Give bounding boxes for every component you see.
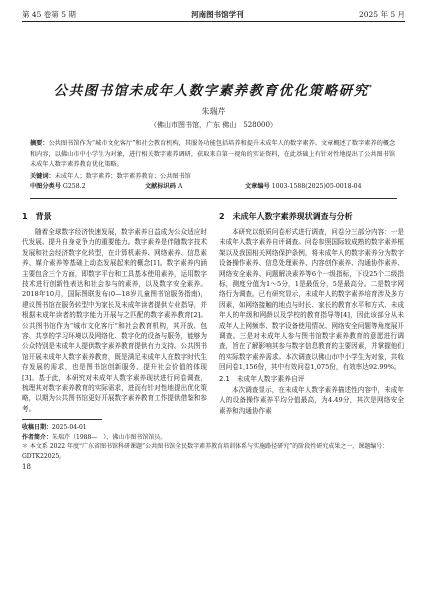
title-text: 公共图书馆未成年人数字素养教育优化策略研究 (53, 83, 369, 99)
section-2-heading: 2 未成年人数字素养现状调查与分析 (219, 211, 353, 221)
running-header (22, 8, 405, 22)
section-2-paragraph: 本研究以纸质问卷形式进行调查，问卷分三部分内容：一是未成年人数字素养自评调查。问卷参照国际较成熟的数字素养框架以及我国相关网络保护条例，将未成年人的数字素养分为数字设备操作素养、信息处理素养、内容创作素养、沟通协作素养、网络安全素养、问题解决素养等6个一级指标，下设25个二级指标，测度分值为1～5分，1是最低分，5是最高分。二是数字网络行为调查。已有研究显示，未成年人的数字素养培育涉及多方因素，如网络接触的地点与时长、家长的教育水平和方式、未成年人的年级和网龄以及学校的教育指导等[4]，因此该部分从未成年人上网频率、数字设备使用情况、网络安全问题等角度展开调查。三是对未成年人参与图书馆数字素养教育的意愿进行调查，旨在了解影响其参与数字信息教育的主要因素，并掌握他们的实际数字素养需求。本次调查以佛山市中小学生为对象，共收回问卷1,156份，其中有效问卷1,075份，有效率达92.99%。 (219, 227, 404, 372)
author-affiliation: （佛山市图书馆，广东 佛山 528000） (150, 121, 277, 129)
footnotes (22, 423, 207, 442)
abstract (22, 139, 405, 171)
author-bio (22, 433, 207, 443)
abstract-divider (30, 198, 397, 199)
doc-code-value: A (177, 182, 183, 190)
clc-number (30, 182, 145, 192)
document-code (145, 182, 245, 192)
fund-footnote: ＊ 本文系 2022 年度“广东省图书馆科研课题”公共图书馆全民数字素养教育培训体系与实施路径研究”的阶段性研究成果之一，课题编号：GDTK22025。 (22, 443, 389, 460)
article-title (22, 79, 405, 99)
page-number: 18 (22, 463, 31, 472)
volume-issue: 第 45 卷第 5 期 (22, 10, 76, 19)
keywords (22, 172, 405, 182)
received-label: 收稿日期： (22, 424, 53, 432)
journal-name: 河南图书馆学刊 (191, 10, 244, 19)
classification-row (22, 182, 405, 192)
subsection-2-1-paragraph: 本次调查显示，在未成年人数字素养描述性内容中，未成年人的设备操作素养平均分值最高，为4.49分，其次是网络安全素养和沟通协作素 (219, 386, 404, 415)
title-footnote-mark: * (368, 84, 374, 92)
abstract-text: 公共图书馆作为“城市文化客厅”和社会教育机构，其服务功能包括培养和提升未成年人的数字素养。文章概述了数字素养的概念和内容，以佛山市中小学生为对象，进行相关数字素养调研，获取来自第一视角的实证资料，在此基础上有针对性地提出了公共图书馆未成年人数字素养教育优化策略。 (30, 140, 396, 168)
abstract-label: 摘要： (30, 140, 49, 147)
clc-label: 中图分类号 (30, 182, 61, 190)
doc-code-label: 文献标识码 (145, 182, 176, 190)
received-value: 2025-04-01 (52, 424, 87, 432)
clc-value: G258.2 (62, 182, 86, 190)
section-1-heading: 1 背景 (22, 211, 52, 221)
keywords-label: 关键词： (30, 172, 55, 180)
author-bio-label: 作者简介： (22, 433, 53, 441)
article-number-label: 文章编号 (245, 182, 270, 190)
footnote-rule (22, 419, 102, 420)
issue-date: 2025 年 5 月 (358, 10, 405, 19)
author-bio-text: 朱瑞芹（1988— ），佛山市图书馆馆员。 (52, 433, 167, 441)
article-number (245, 182, 362, 192)
keywords-text: 未成年人；数字素养；数字素养教育；公共图书馆 (54, 172, 191, 180)
received-date (22, 423, 207, 433)
left-column (22, 209, 207, 443)
author-name: 朱瑞芹 (201, 107, 226, 116)
section-1-paragraph: 随着全球数字经济快速发展，数字素养日益成为公众适应时代发展、提升自身竞争力的重要能力。数字素养是伴随数字技术发展和社会经济数字化转型，在计算机素养、网络素养、信息素养、媒介素养等基础上动态发展起来的概念[1]。数字素养内涵主要包含三个方面，即数字平台和工具基本使用素养，运用数字技术进行创新性表达和社会参与的素养，以及数字安全素养。2018年10月，国际图联发布(0—18岁儿童图书馆服务指南)，建议图书馆在服务转型中为家长及未成年读者提供专业指导，并根据未成年读者的数字能力开展与之匹配的数字素养教育[2]。公共图书馆作为“城市文化客厅”和社会教育机构，其开放、包容、共享的学习环境以及网络化、数字化的设备与服务，能够为公众特别是未成年人提供数字素养教育提供有力支持。公共图书馆开展未成年人数字素养教育，既是满足未成年人在数字时代生存发展的需求，也是图书馆创新服务、提升社会价值的体现[3]。基于此，本研究对未成年人数字素养现状进行问卷调查，梳理其对数字素养教育的实际需求，进而有针对性地提出优化策略，以期为公共图书馆更好开展数字素养教育工作提供借鉴和参考。 (22, 227, 207, 413)
right-column (219, 209, 404, 443)
body-columns (22, 209, 405, 443)
article-number-value: 1003-1588(2025)05-0018-04 (271, 182, 362, 190)
subsection-2-1-heading: 2.1 未成年人数字素养自评 (219, 374, 305, 383)
